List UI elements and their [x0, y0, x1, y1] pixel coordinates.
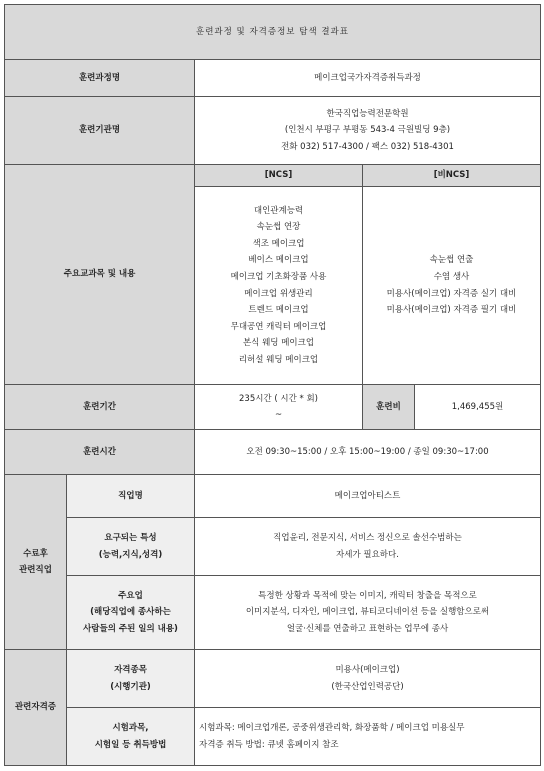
period-label: 훈련기간: [5, 385, 195, 430]
page-title: 훈련과정 및 자격증정보 탐색 결과표: [5, 5, 541, 60]
list-item: 메이크업 위생관리: [244, 288, 313, 299]
list-item: 메이크업 기초화장품 사용: [230, 271, 327, 282]
jobs-group-label: [5, 475, 67, 650]
traits-label-line: 요구되는 특성: [104, 533, 157, 544]
cert-type-label-line: 자격종목: [114, 665, 147, 676]
cert-exam-value-line: 자격증 취득 방법: 큐넷 홈페이지 참조: [199, 739, 339, 750]
job-name-value: 메이크업아티스트: [195, 475, 541, 518]
cert-type-label: [67, 650, 195, 708]
duties-value-line: 특정한 상황과 목적에 맞는 이미지, 캐릭터 창출을 목적으로: [258, 591, 477, 602]
traits-label-line: (능력,지식,성격): [98, 549, 163, 560]
period-hours: 235시간 ( 시간 * 회): [239, 393, 318, 404]
cert-type-value-line: 미용사(메이크업): [335, 665, 400, 676]
fee-label: 훈련비: [363, 385, 415, 430]
cert-type-value-line: (한국산업인력공단): [331, 681, 404, 692]
period-value: [195, 385, 363, 430]
cert-exam-value: [195, 708, 541, 766]
list-item: 속눈썹 연출: [429, 255, 474, 266]
duties-label: [67, 576, 195, 650]
duties-label-line: 주요업: [118, 591, 143, 602]
institution-value: [195, 97, 541, 165]
cert-exam-label-line: 시험과목,: [112, 723, 149, 734]
institution-contact: 전화 032) 517-4300 / 팩스 032) 518-4301: [281, 141, 454, 152]
period-range: ~: [274, 410, 283, 420]
institution-label: 훈련기관명: [5, 97, 195, 165]
institution-address: (인천시 부평구 부평동 543-4 극원빌딩 9층): [284, 125, 451, 136]
list-item: 대인관계능력: [253, 205, 304, 216]
result-table: [4, 4, 541, 766]
course-label: 훈련과정명: [5, 60, 195, 97]
list-item: 속눈썹 연장: [256, 222, 301, 233]
duties-value: [195, 576, 541, 650]
nonncs-list: [363, 187, 541, 385]
duties-label-line: (해당직업에 종사하는: [90, 607, 171, 618]
jobs-group-line: 관련직업: [19, 565, 52, 575]
traits-value-line: 직업윤리, 전문지식, 서비스 정신으로 솔선수범하는: [273, 533, 462, 544]
list-item: 본식 웨딩 메이크업: [242, 338, 315, 349]
ncs-list: [195, 187, 363, 385]
course-value: 메이크업국가자격증취득과정: [195, 60, 541, 97]
fee-value: 1,469,455원: [415, 385, 541, 430]
cert-exam-value-line: 시험과목: 메이크업개론, 공중위생관리학, 화장품학 / 메이크업 미용실무: [199, 723, 465, 734]
duties-value-line: 이미지분석, 디자인, 메이크업, 뷰티코디네이션 등을 실행함으로써: [245, 607, 490, 618]
job-name-label: 직업명: [67, 475, 195, 518]
cert-exam-label-line: 시험일 등 취득방법: [94, 739, 167, 750]
cert-type-label-line: (시행기관): [110, 681, 151, 692]
traits-label: [67, 518, 195, 576]
traits-value-line: 자세가 필요하다.: [336, 549, 399, 560]
ncs-header: [NCS]: [195, 165, 363, 187]
traits-value: [195, 518, 541, 576]
duties-label-line: 사람들의 주된 일의 내용): [83, 623, 178, 634]
time-value: 오전 09:30~15:00 / 오후 15:00~19:00 / 종일 09:30~17:00: [195, 430, 541, 475]
duties-value-line: 얼굴·신체를 연출하고 표현하는 업무에 종사: [286, 623, 449, 634]
list-item: 수염 생사: [433, 271, 470, 282]
cert-exam-label: [67, 708, 195, 766]
cert-group-label: 관련자격증: [5, 650, 67, 766]
list-item: 리허설 웨딩 메이크업: [238, 354, 319, 365]
subjects-label: 주요교과목 및 내용: [5, 165, 195, 385]
list-item: 미용사(메이크업) 자격증 필기 대비: [386, 305, 517, 316]
list-item: 트렌드 메이크업: [248, 305, 309, 316]
list-item: 미용사(메이크업) 자격증 실기 대비: [386, 288, 517, 299]
institution-name: 한국직업능력전문학원: [326, 109, 409, 120]
list-item: 무대공연 캐릭터 메이크업: [230, 321, 327, 332]
cert-type-value: [195, 650, 541, 708]
jobs-group-line: 수료후: [23, 548, 48, 559]
list-item: 색조 메이크업: [252, 238, 305, 249]
list-item: 베이스 메이크업: [248, 255, 309, 266]
nonncs-header: [비NCS]: [363, 165, 541, 187]
time-label: 훈련시간: [5, 430, 195, 475]
